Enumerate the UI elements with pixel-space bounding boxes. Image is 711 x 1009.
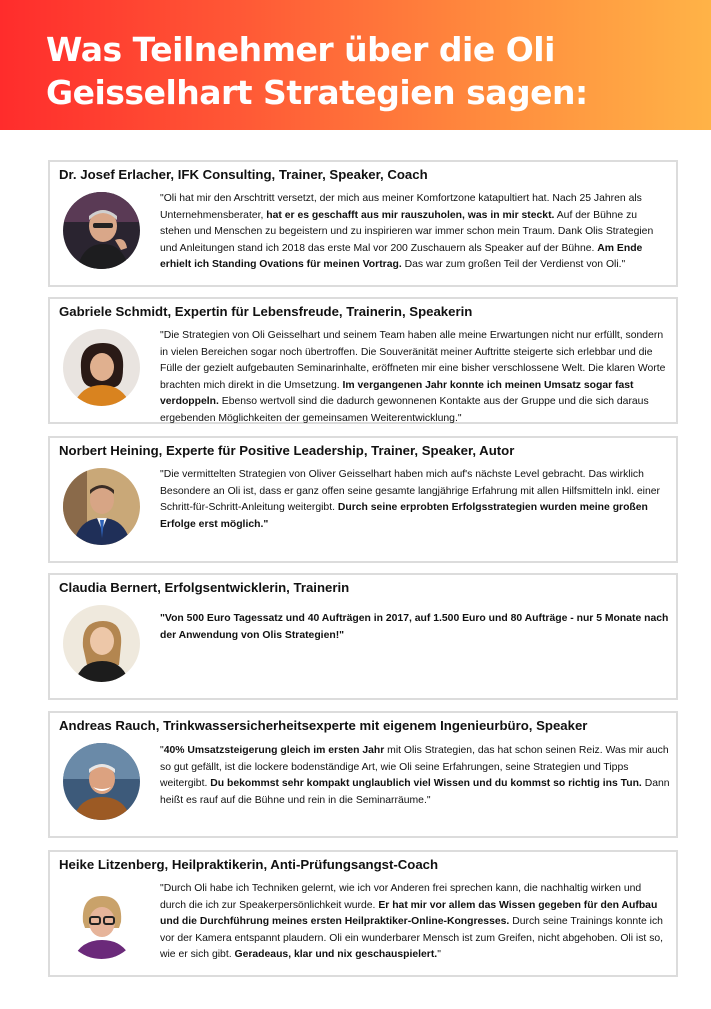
testimonial-card (48, 850, 678, 977)
testimonial-quote (160, 881, 670, 964)
quote-text: Durch seine Trainings konnte ich vor der Kamera entspannt plaudern. Oli ein wunderbarer Mensch ist zum Greifen, nicht abgehoben. Oli ist so, wie er sich gibt. (160, 916, 664, 961)
quote-highlight: Durch seine erprobten Erfolgsstrategien wurden meine großen Erfolge erst möglich." (160, 502, 648, 530)
testimonial-card (48, 297, 678, 424)
avatar (63, 605, 140, 682)
testimonial-card (48, 160, 678, 287)
quote-text: "Die Strategien von Oli Geisselhart und seinem Team haben alle meine Erwartungen nicht nur erfüllt, sondern in vielen Bereichen sogar noch übertroffen. Die Souveränität meiner Auftritte steigerte sich erlebbar und die Fülle der gezielt aufgebauten Seminarinhalte, eröffneten mir eine bisher verschlossene Welt. Die klaren Worte brachten mich direkt in die Umsetzung. (160, 330, 666, 391)
quote-text: " (160, 745, 164, 756)
quote-highlight: Im vergangenen Jahr konnte ich meinen Umsatz sogar fast verdoppeln. (160, 379, 634, 408)
testimonial-card (48, 573, 678, 700)
quote-text: "Durch Oli habe ich Techniken gelernt, wie ich vor Anderen frei sprechen kann, die nachhaltig wirken und durch die ich zur Speakerpersönlichkeit wurde. (160, 883, 642, 911)
testimonial-name: Andreas Rauch, Trinkwassersicherheitsexperte mit eigenem Ingenieurbüro, Speaker (59, 718, 588, 733)
testimonial-quote (160, 467, 670, 533)
quote-text: "Oli hat mir den Arschtritt versetzt, der mich aus meiner Komfortzone katapultiert hat. Nach 25 Jahren als Unternehmensberater, (160, 193, 642, 221)
testimonial-name: Claudia Bernert, Erfolgsentwicklerin, Trainerin (59, 580, 350, 595)
quote-text: " (437, 949, 441, 961)
testimonial-name: Norbert Heining, Experte für Positive Leadership, Trainer, Speaker, Autor (59, 443, 515, 458)
quote-highlight: Er hat mir vor allem das Wissen gegeben für den Aufbau und die Durchführung meines ersten Heilpraktiker-Online-Kongresses. (160, 899, 658, 928)
testimonial-name: Heike Litzenberg, Heilpraktikerin, Anti-Prüfungsangst-Coach (59, 857, 439, 872)
testimonial-quote (160, 191, 670, 274)
quote-highlight: Geradeaus, klar und nix geschauspielert. (234, 949, 438, 961)
testimonial-quote (160, 328, 670, 428)
testimonial-card (48, 711, 678, 838)
page-title: Was Teilnehmer über die Oli Geisselhart Strategien sagen: (46, 30, 588, 112)
quote-highlight: Du bekommst sehr kompakt unglaublich viel Wissen und du kommst so richtig ins Tun. (210, 778, 642, 790)
header-banner (0, 0, 711, 130)
testimonial-card (48, 436, 678, 563)
quote-text: mit Olis Strategien, das hat schon seinen Reiz. Was mir auch so gut gefällt, ist die lockere bodenständige Art, wie Oli seine Erfahrungen, seine Strategien und Tipps weitergibt. (160, 745, 669, 790)
testimonial-name: Gabriele Schmidt, Expertin für Lebensfreude, Trainerin, Speakerin (59, 304, 473, 319)
quote-highlight: "Von 500 Euro Tagessatz und 40 Aufträgen in 2017, auf 1.500 Euro und 80 Aufträge - nur 5 Monate nach der Anwendung von Olis Strategien!" (160, 613, 669, 641)
testimonial-quote (160, 743, 670, 809)
avatar (63, 743, 140, 820)
quote-highlight: Am Ende erhielt ich Standing Ovations für meinen Vortrag. (160, 242, 643, 271)
quote-text: "Die vermittelten Strategien von Oliver Geisselhart haben mich auf's nächste Level gebracht. Das wirklich Besondere an Oli ist, dass er ganz offen seine gesamte langjährige Erfahrung mit allen Hilfsmitteln inkl. einer Schritt-für-Schritt-Anleitung weitergibt. (160, 469, 660, 514)
testimonial-quote (160, 611, 670, 644)
quote-text: Das war zum großen Teil der Verdienst von Oli." (401, 259, 626, 271)
avatar (63, 192, 140, 269)
testimonial-name: Dr. Josef Erlacher, IFK Consulting, Trainer, Speaker, Coach (59, 167, 428, 182)
quote-highlight: 40% Umsatzsteigerung gleich im ersten Jahr (163, 745, 385, 756)
avatar (63, 882, 140, 959)
quote-text: Ebenso wertvoll sind die dadurch gewonnenen Kontakte aus der Gruppe und die sich daraus ergebenden Möglichkeiten der gemeinsamen Weiterentwicklung." (160, 396, 649, 424)
avatar (63, 468, 140, 545)
quote-text: Auf der Bühne zu stehen und Menschen zu begeistern und zu inspirieren war immer schon mein Traum. Dank Olis Strategien und Anleitungen stand ich 2018 das erste Mal vor 200 Zuschauern als Speaker auf der Bühne. (160, 209, 654, 254)
quote-highlight: hat er es geschafft aus mir rauszuholen, was in mir steckt. (266, 209, 555, 221)
avatar (63, 329, 140, 406)
quote-text: Dann heißt es rauf auf die Bühne und rein in die Seminarräume." (160, 778, 670, 806)
